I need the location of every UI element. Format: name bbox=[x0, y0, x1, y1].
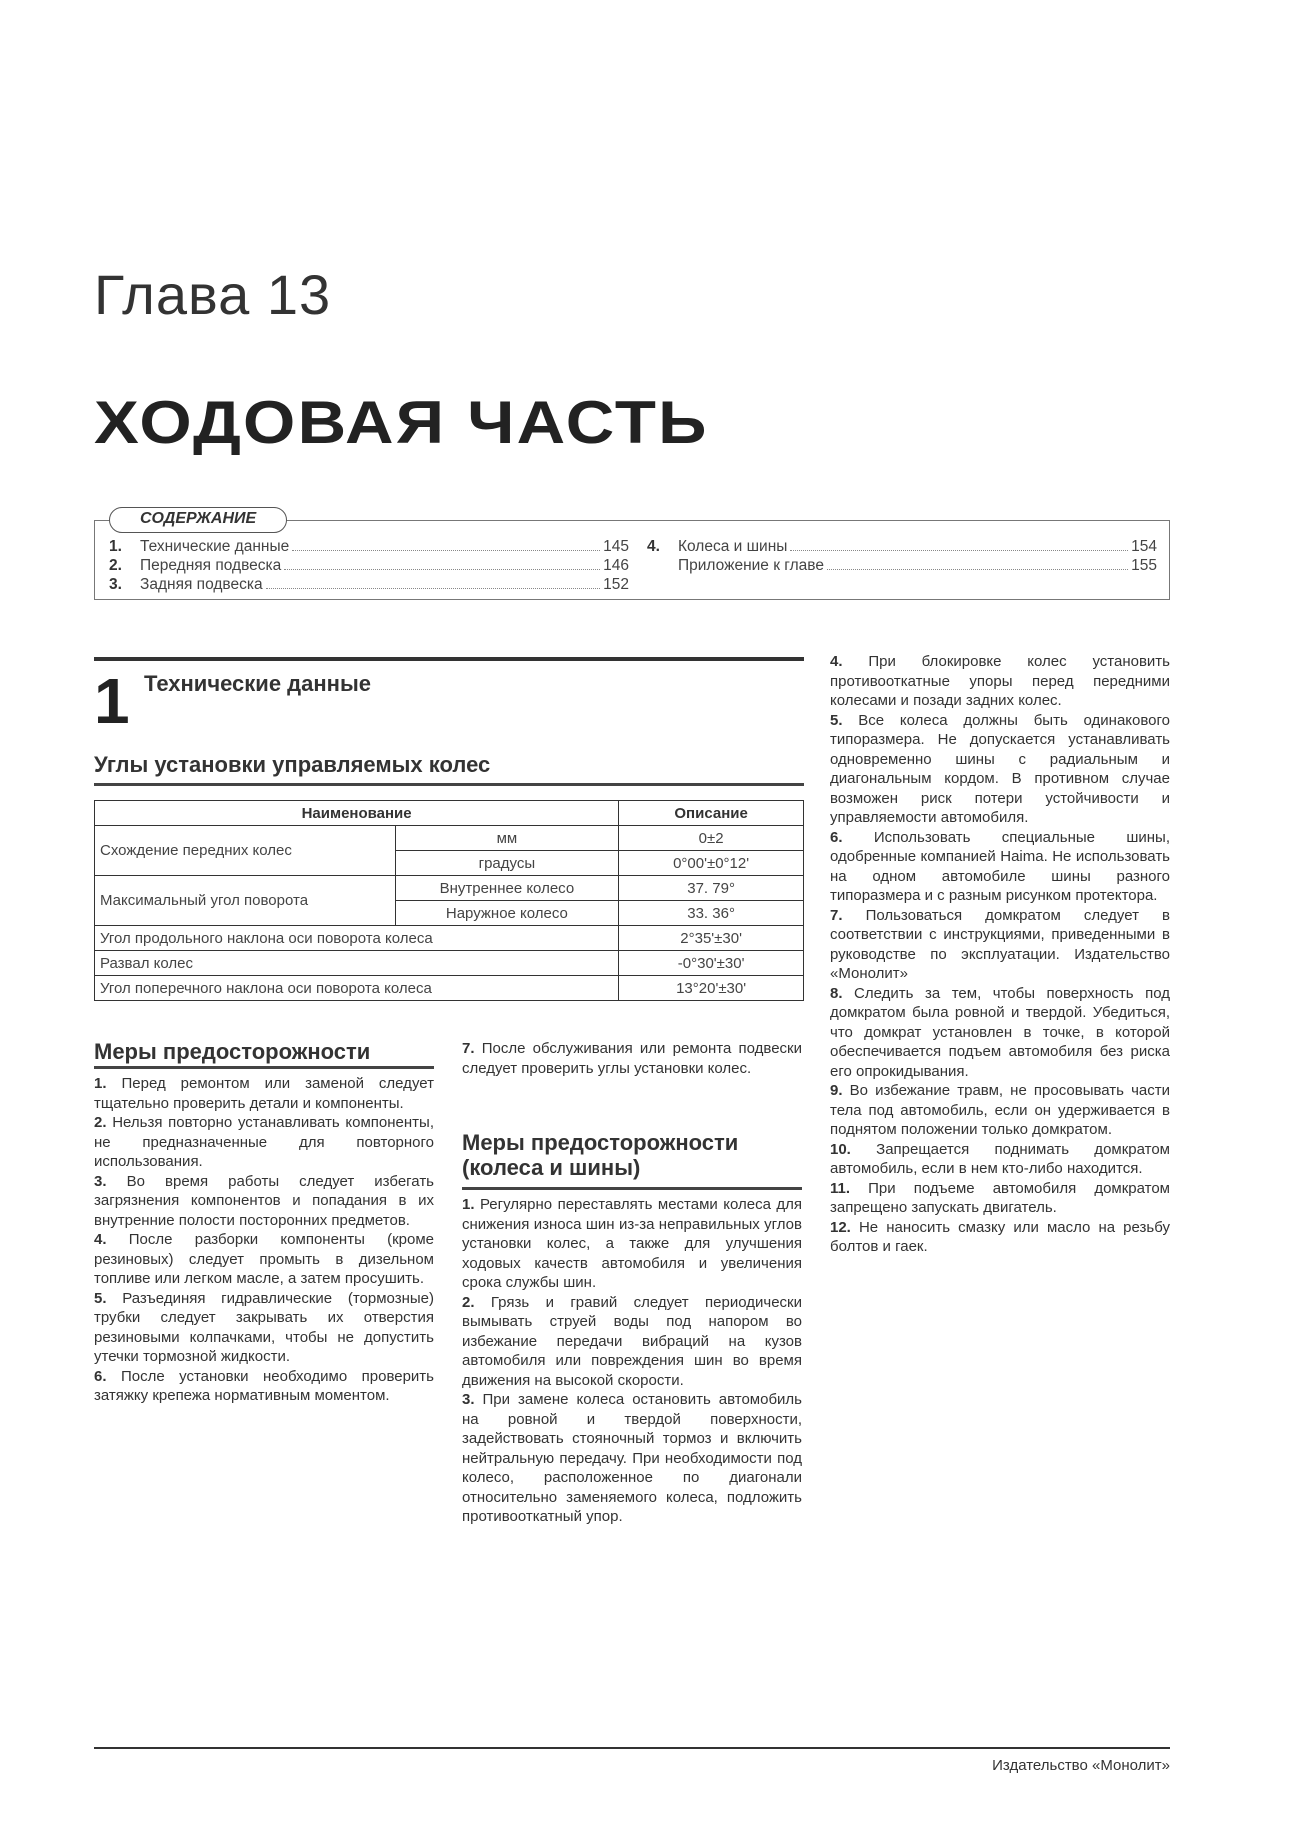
list-item: 11. При подъеме автомобиля домкратом запрещено запускать двигатель. bbox=[830, 1179, 1170, 1216]
caster-label: Угол продольного наклона оси поворота колеса bbox=[95, 926, 619, 951]
toc-entry-page: 152 bbox=[603, 576, 629, 593]
toc-leader-dots bbox=[292, 550, 600, 551]
kpi-label: Угол поперечного наклона оси поворота колеса bbox=[95, 976, 619, 1001]
toc-entry[interactable] bbox=[109, 575, 629, 594]
toe-label: Схождение передних колес bbox=[95, 826, 396, 876]
toc-leader-dots bbox=[266, 588, 601, 589]
precautions-title-rule bbox=[94, 1066, 434, 1069]
list-item: 7. Пользоваться домкратом следует в соответствии с инструкциями, приведенными в руководстве по эксплуатации. Издательство «Монолит» bbox=[830, 906, 1170, 982]
table-title-rule bbox=[94, 783, 804, 786]
list-item: 8. Следить за тем, чтобы поверхность под домкратом была ровной и твердой. Убедиться, что домкрат установлен в точке, в которой обеспечивается подъем автомобиля без риска его опрокидывания. bbox=[830, 984, 1170, 1080]
table-row bbox=[95, 926, 804, 951]
list-item: 4. При блокировке колес установить противооткатные упоры перед передними колесами и позади задних колес. bbox=[830, 653, 1170, 709]
steer-outer-label: Наружное колесо bbox=[395, 901, 619, 926]
toc-entry-title: Технические данные bbox=[140, 538, 290, 555]
wheels-precautions-list-a bbox=[462, 1195, 802, 1527]
chapter-label: Глава 13 bbox=[94, 263, 332, 326]
toe-deg-unit: градусы bbox=[395, 851, 619, 876]
toc-leader-dots bbox=[284, 569, 600, 570]
precautions-title: Меры предосторожности bbox=[94, 1039, 371, 1064]
precautions-list bbox=[94, 1074, 434, 1406]
toc-entry-number: 4. bbox=[647, 538, 660, 555]
list-item: 6. После установки необходимо проверить затяжку крепежа нормативным моментом. bbox=[94, 1367, 434, 1404]
toc-entry[interactable] bbox=[647, 556, 1157, 575]
list-item: 12. Не наносить смазку или масло на резьбу болтов и гаек. bbox=[830, 1218, 1170, 1255]
section-rule bbox=[94, 657, 804, 661]
toc-box bbox=[94, 510, 1170, 600]
footer-publisher: Издательство «Монолит» bbox=[992, 1757, 1170, 1774]
list-item: 3. Во время работы следует избегать загрязнения компонентов и попадания в их внутренние полости посторонних предметов. bbox=[94, 1172, 434, 1229]
kpi-value: 13°20'±30' bbox=[619, 976, 804, 1001]
toc-entry-page: 146 bbox=[603, 557, 629, 574]
list-item: 10. Запрещается поднимать домкратом автомобиль, если в нем кто-либо находится. bbox=[830, 1140, 1170, 1177]
section-number: 1 bbox=[94, 665, 130, 737]
table-row bbox=[95, 951, 804, 976]
header-name: Наименование bbox=[95, 801, 619, 826]
wheel-alignment-table bbox=[94, 800, 804, 1001]
steer-inner-label: Внутреннее колесо bbox=[395, 876, 619, 901]
list-item: 1. Регулярно переставлять местами колеса для снижения износа шин из-за неправильных углов установки колес, а также для улучшения ходовых качеств автомобиля и увеличения срока службы шин. bbox=[462, 1196, 802, 1291]
toc-heading: СОДЕРЖАНИЕ bbox=[109, 507, 287, 533]
list-item: 9. Во избежание травм, не просовывать части тела под автомобиль, если он удерживается в поднятом положении только домкратом. bbox=[830, 1082, 1170, 1138]
header-description: Описание bbox=[619, 801, 804, 826]
footer-rule bbox=[94, 1747, 1170, 1749]
list-item: 6. Использовать специальные шины, одобренные компанией Haima. Не использовать на одном автомобиле шины разного типоразмера и с разным рисунком протектора. bbox=[830, 828, 1170, 904]
list-item: 4. После разборки компоненты (кроме резиновых) следует промыть в дизельном топливе или легком масле, а затем просушить. bbox=[94, 1231, 434, 1287]
caster-value: 2°35'±30' bbox=[619, 926, 804, 951]
toc-leader-dots bbox=[790, 550, 1128, 551]
steer-inner-value: 37. 79° bbox=[619, 876, 804, 901]
list-item: 7. После обслуживания или ремонта подвески следует проверить углы установки колес. bbox=[462, 1040, 802, 1077]
table-title: Углы установки управляемых колес bbox=[94, 752, 491, 777]
toc-entry-page: 154 bbox=[1131, 538, 1157, 555]
list-item: 3. При замене колеса остановить автомобиль на ровной и твердой поверхности, задействовать стояночный тормоз и включить нейтральную передачу. При необходимости под колесо, расположенное по диагонали относительно заменяемого колеса, подложить противооткатный упор. bbox=[462, 1391, 802, 1525]
toc-entry[interactable] bbox=[109, 537, 629, 556]
chapter-title: ХОДОВАЯ ЧАСТЬ bbox=[94, 389, 709, 456]
camber-value: -0°30'±30' bbox=[619, 951, 804, 976]
toe-mm-unit: мм bbox=[395, 826, 619, 851]
wheels-precautions-list-b bbox=[830, 652, 1170, 1257]
toc-right-column bbox=[647, 537, 1157, 575]
toc-entry-page: 145 bbox=[603, 538, 629, 555]
section-title: Технические данные bbox=[144, 671, 371, 696]
toe-deg-value: 0°00'±0°12' bbox=[619, 851, 804, 876]
list-item: 5. Разъединяя гидравлические (тормозные) трубки следует закрывать их отверстия резиновыми колпачками, чтобы не допустить утечки тормозной жидкости. bbox=[94, 1289, 434, 1365]
camber-label: Развал колес bbox=[95, 951, 619, 976]
steer-outer-value: 33. 36° bbox=[619, 901, 804, 926]
table-row bbox=[95, 876, 804, 901]
list-item: 1. Перед ремонтом или заменой следует тщательно проверить детали и компоненты. bbox=[94, 1075, 434, 1112]
toe-mm-value: 0±2 bbox=[619, 826, 804, 851]
precautions-continued bbox=[462, 1039, 802, 1078]
toc-entry-page: 155 bbox=[1131, 557, 1157, 574]
toc-entry-number: 1. bbox=[109, 538, 122, 555]
toc-left-column bbox=[109, 537, 629, 594]
toc-entry-title: Приложение к главе bbox=[678, 557, 824, 574]
toc-entry-title: Передняя подвеска bbox=[140, 557, 282, 574]
table-row bbox=[95, 826, 804, 851]
toc-entry-title: Задняя подвеска bbox=[140, 576, 263, 593]
toc-entry[interactable] bbox=[647, 537, 1157, 556]
table-header-row bbox=[95, 801, 804, 826]
list-item: 2. Грязь и гравий следует периодически вымывать струей воды под напором во избежание передачи вибраций на кузов автомобиля или повреждения шин во время движения на высокой скорости. bbox=[462, 1293, 802, 1389]
wheels-precautions-title-rule bbox=[462, 1187, 802, 1190]
wheels-precautions-title: Меры предосторожности (колеса и шины) bbox=[462, 1130, 739, 1180]
toc-entry-title: Колеса и шины bbox=[678, 538, 788, 555]
steer-label: Максимальный угол поворота bbox=[95, 876, 396, 926]
toc-entry-number: 3. bbox=[109, 576, 122, 593]
list-item: 2. Нельзя повторно устанавливать компоненты, не предназначенные для повторного использования. bbox=[94, 1114, 434, 1170]
toc-leader-dots bbox=[827, 569, 1128, 570]
toc-entry-number: 2. bbox=[109, 557, 122, 574]
table-row bbox=[95, 976, 804, 1001]
list-item: 5. Все колеса должны быть одинакового типоразмера. Не допускается устанавливать одновременно шины с радиальным и диагональным кордом. В противном случае возможен риск потери устойчивости и управляемости автомобиля. bbox=[830, 711, 1170, 826]
toc-entry[interactable] bbox=[109, 556, 629, 575]
